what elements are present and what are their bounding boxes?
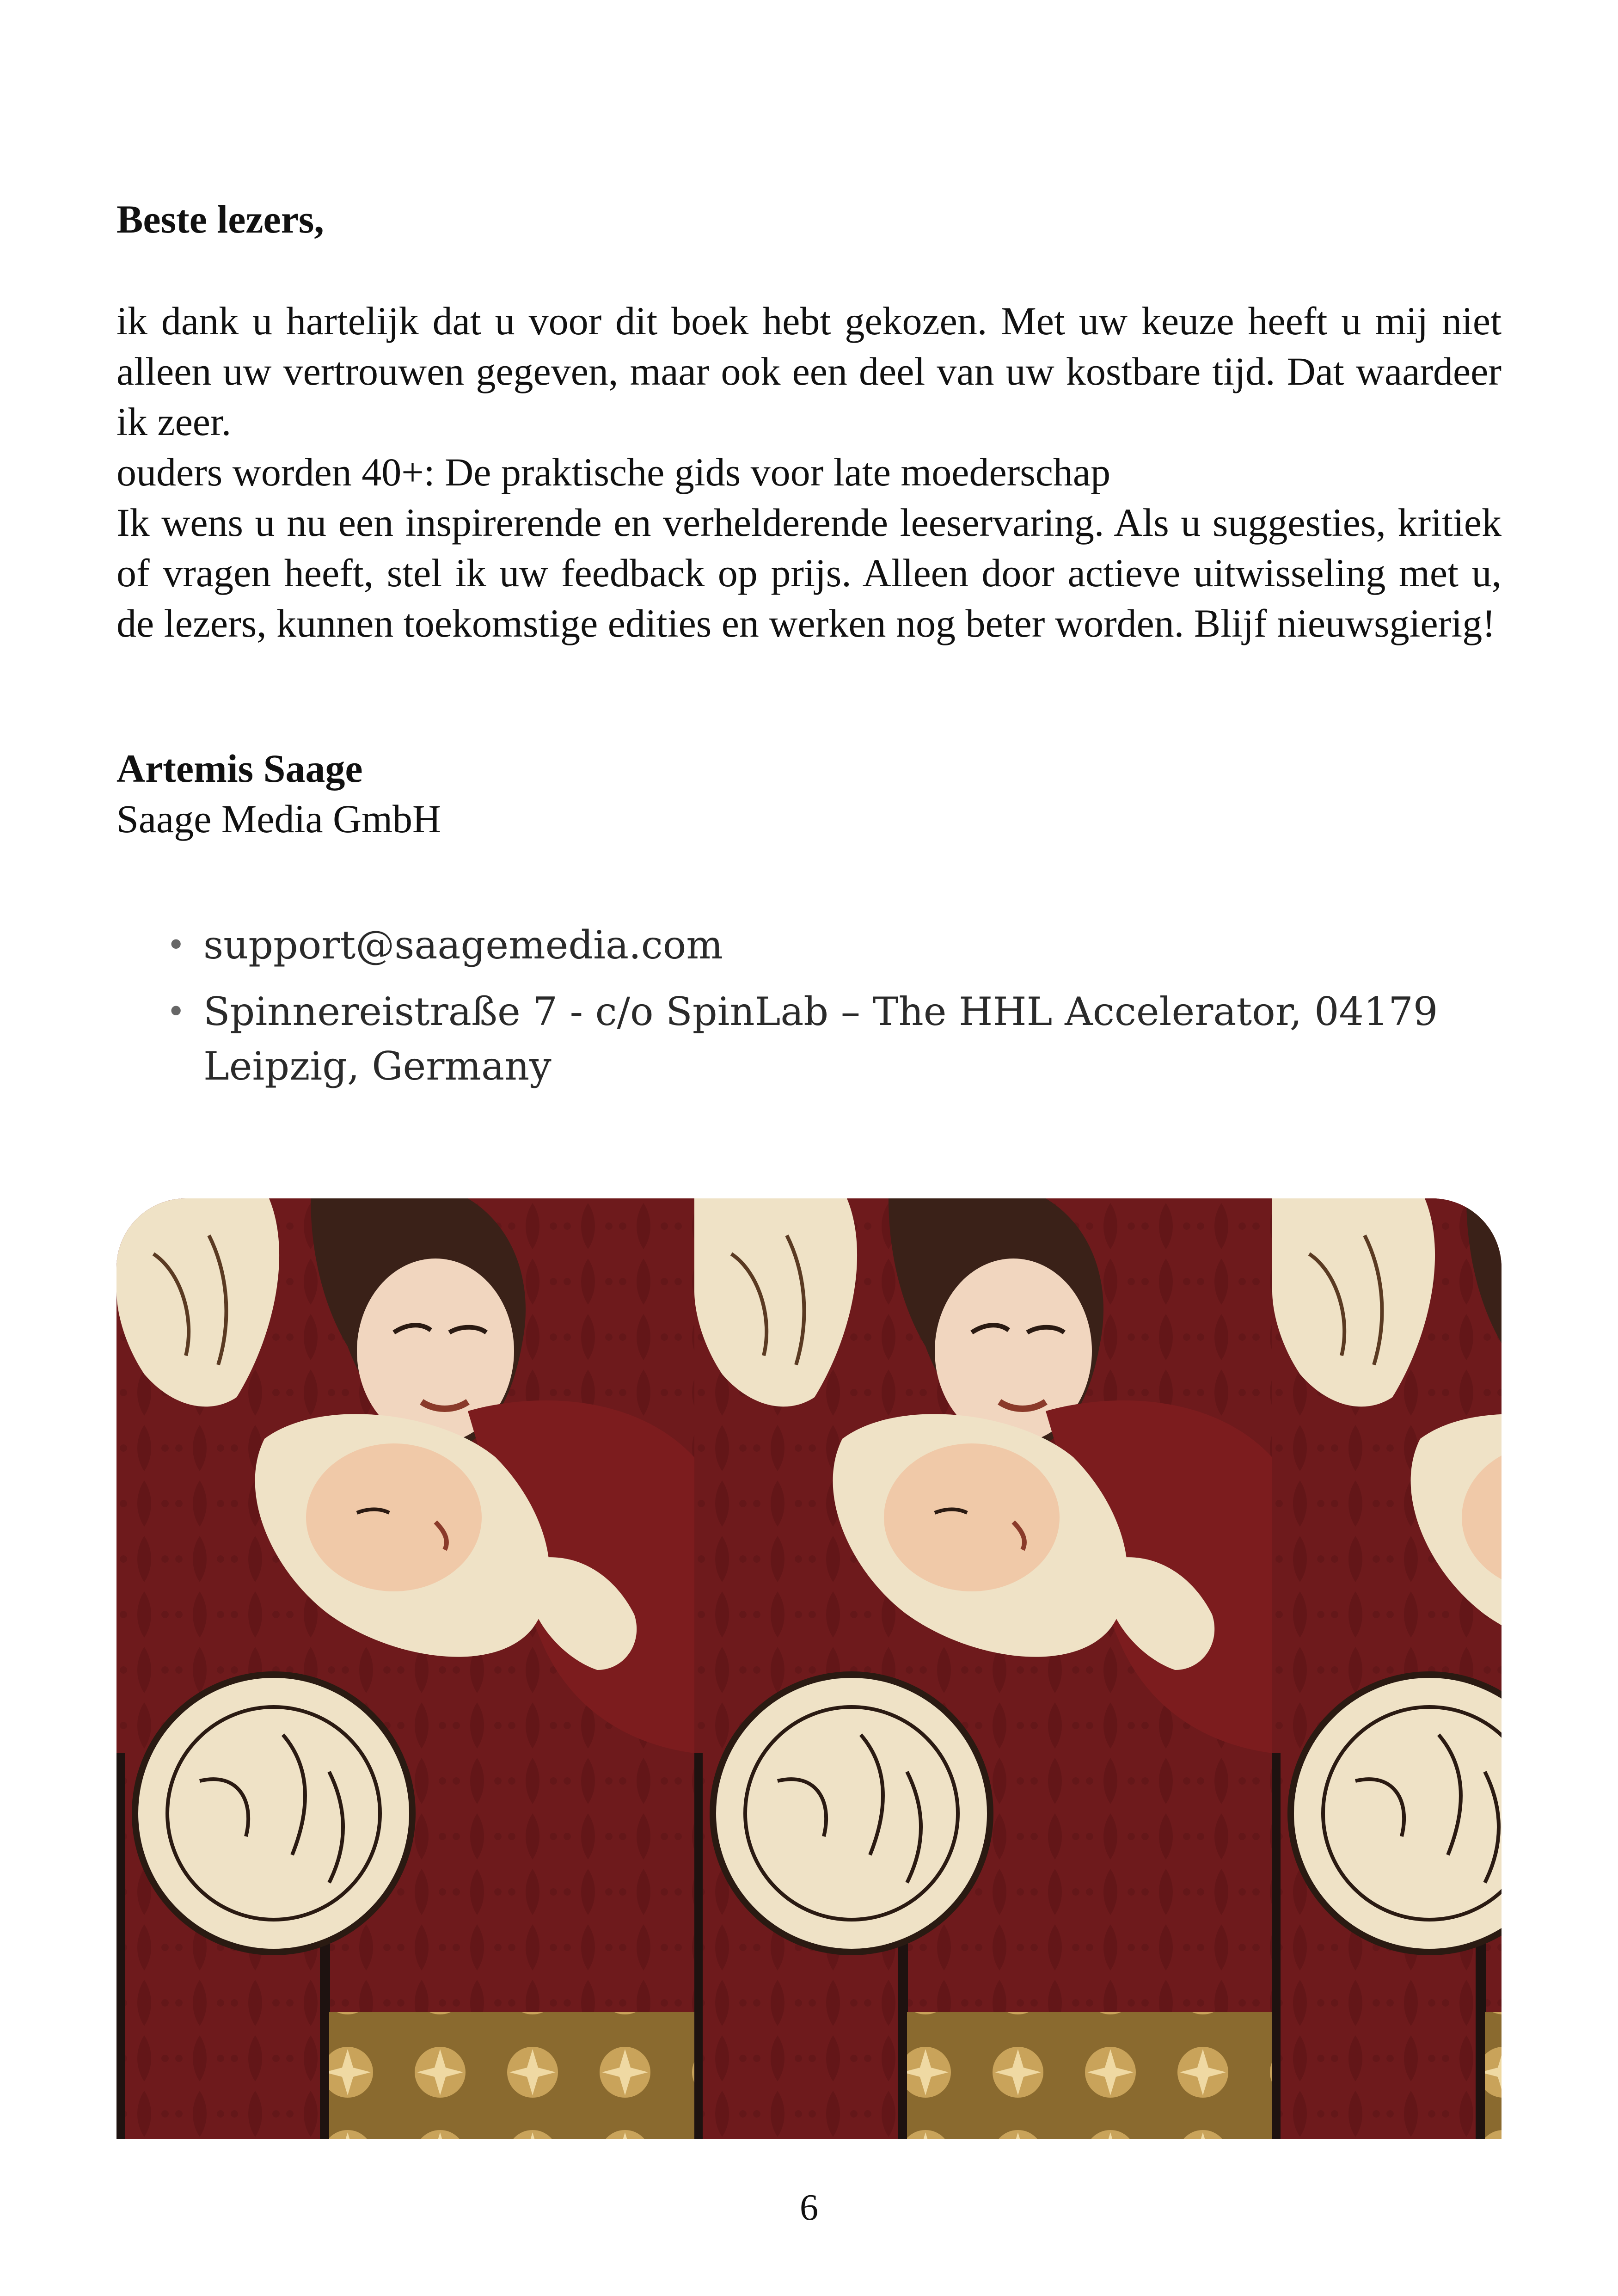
contact-address-text: Spinnereistraße 7 - c/o SpinLab – The HHL Accelerator, 04179 Leipzig, Germany <box>203 989 1438 1089</box>
bullet-icon: • <box>166 993 186 1031</box>
letter-book-title: ouders worden 40+: De praktische gids voor late moederschap <box>116 450 1111 494</box>
letter-paragraph-thanks: ik dank u hartelijk dat u voor dit boek hebt gekozen. Met uw keuze heeft u mij niet alleen uw vertrouwen gegeven, maar ook een deel van uw kostbare tijd. Dat waardeer ik zeer. <box>116 299 1502 444</box>
contact-list <box>166 918 1507 1105</box>
page-number: 6 <box>800 2187 818 2228</box>
letter-greeting: Beste lezers, <box>116 197 324 241</box>
signature-company: Saage Media GmbH <box>116 797 441 841</box>
signature-name: Artemis Saage <box>116 746 363 791</box>
contact-address <box>166 984 1507 1093</box>
mother-newborn-illustration <box>116 1198 1502 2139</box>
motif-right <box>1272 1198 1502 2139</box>
bullet-icon: • <box>166 926 186 964</box>
motif-center <box>694 1198 1277 2139</box>
contact-email-text[interactable]: support@saagemedia.com <box>203 922 723 968</box>
letter-paragraph-wishes: Ik wens u nu een inspirerende en verhelderende leeservaring. Als u suggesties, kritiek of vragen heeft, stel ik uw feedback op prijs. Alleen door actieve uitwisseling met u, de lezers, kunnen toekomstige edities en werken nog beter worden. Blijf nieuwsgierig! <box>116 500 1502 645</box>
motif-left <box>116 1198 699 2139</box>
illustration-image <box>116 1198 1502 2139</box>
letter-body <box>116 296 1502 649</box>
contact-email[interactable] <box>166 918 1507 972</box>
